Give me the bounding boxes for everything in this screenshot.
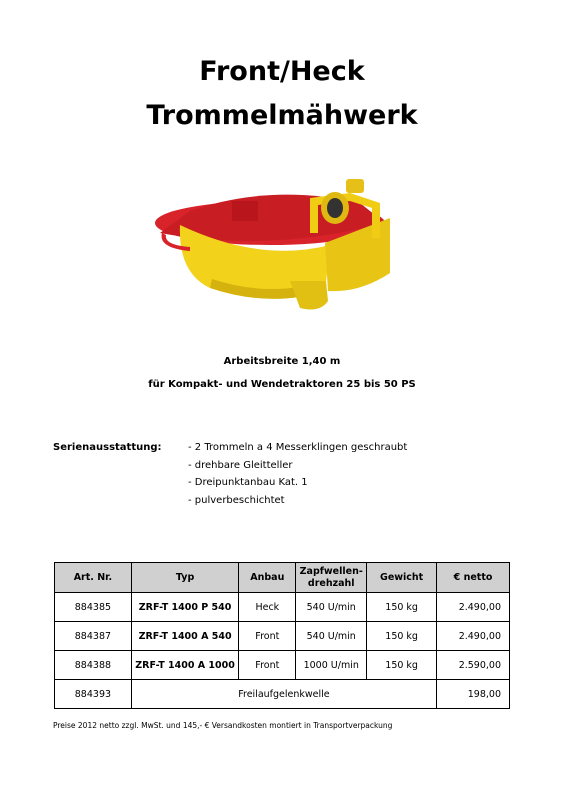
cell-typ: ZRF-T 1400 P 540 <box>131 593 239 622</box>
cell-anbau: Front <box>239 622 296 651</box>
cell-drehzahl: 540 U/min <box>296 622 367 651</box>
header-drehzahl-line1: Zapfwellen- <box>299 565 363 577</box>
cell-gewicht: 150 kg <box>367 651 437 680</box>
price-footnote: Preise 2012 netto zzgl. MwSt. und 145,- € Versandkosten montiert in Transportverpackung <box>53 721 393 730</box>
table-row <box>55 651 510 680</box>
feature-item: - 2 Trommeln a 4 Messerklingen geschraubt <box>188 442 408 453</box>
feature-item: - Dreipunktanbau Kat. 1 <box>188 477 308 488</box>
header-gewicht: Gewicht <box>367 563 437 593</box>
feature-item: - pulverbeschichtet <box>188 494 285 506</box>
header-netto: € netto <box>437 563 510 593</box>
cell-anbau: Heck <box>239 593 296 622</box>
cell-drehzahl: 1000 U/min <box>296 651 367 680</box>
working-width: Arbeitsbreite 1,40 m <box>223 356 341 367</box>
table-row <box>55 593 510 622</box>
table-row <box>55 622 510 651</box>
features-label: Serienausstattung: <box>53 442 162 453</box>
header-typ: Typ <box>131 563 239 593</box>
drum-mower-image <box>150 163 420 323</box>
table-header-row <box>55 563 510 593</box>
cell-preis: 198,00 <box>437 680 510 709</box>
cell-art-nr: 884388 <box>55 651 132 680</box>
features-list <box>188 442 407 512</box>
header-art-nr: Art. Nr. <box>55 563 132 593</box>
cell-preis: 2.490,00 <box>437 593 510 622</box>
header-anbau: Anbau <box>239 563 296 593</box>
cell-gewicht: 150 kg <box>367 622 437 651</box>
cell-accessory-desc: Freilaufgelenkwelle <box>131 680 436 709</box>
cell-gewicht: 150 kg <box>367 593 437 622</box>
cell-typ: ZRF-T 1400 A 540 <box>131 622 239 651</box>
header-drehzahl-line2: drehzahl <box>307 577 355 589</box>
price-table <box>54 562 510 709</box>
feature-item: - drehbare Gleitteller <box>188 459 293 471</box>
cell-art-nr: 884393 <box>55 680 132 709</box>
cell-art-nr: 884385 <box>55 593 132 622</box>
cell-preis: 2.590,00 <box>437 651 510 680</box>
cell-typ: ZRF-T 1400 A 1000 <box>131 651 239 680</box>
cell-anbau: Front <box>239 651 296 680</box>
title-line-1: Front/Heck <box>199 56 365 87</box>
cell-preis: 2.490,00 <box>437 622 510 651</box>
title-line-2: Trommelmähwerk <box>146 100 418 131</box>
tractor-range: für Kompakt- und Wendetraktoren 25 bis 50 PS <box>148 379 416 390</box>
cell-drehzahl: 540 U/min <box>296 593 367 622</box>
header-drehzahl <box>296 563 367 593</box>
table-row-accessory <box>55 680 510 709</box>
cell-art-nr: 884387 <box>55 622 132 651</box>
